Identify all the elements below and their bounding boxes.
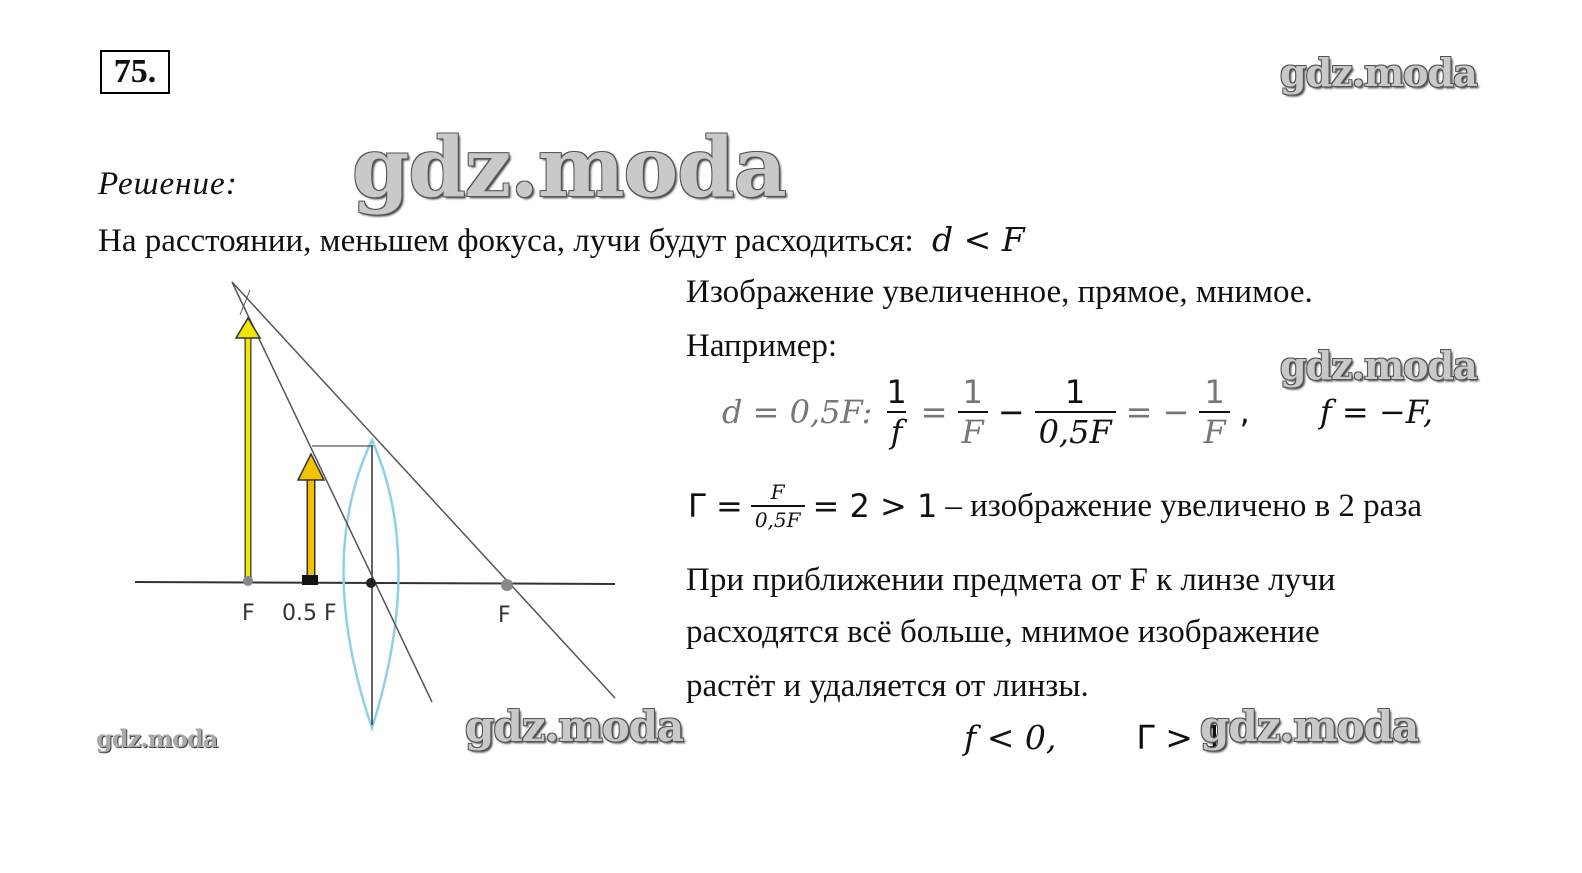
equals-minus-sign: = − [1125, 393, 1190, 431]
formula-lhs: d = 0,5F: [722, 393, 873, 431]
fraction-num: F [770, 480, 785, 504]
lens-diagram [120, 270, 630, 740]
task-number: 75. [100, 50, 170, 94]
ray [232, 282, 615, 698]
fraction [882, 373, 910, 451]
fraction-den: 0,5F [1035, 411, 1116, 448]
paragraph-line: При приближении предмета от F к линзе лучи [686, 562, 1336, 598]
fraction-den: 0,5F [751, 505, 805, 530]
focus-point-left [243, 576, 253, 586]
watermark-logo: gdz.moda [1280, 343, 1477, 388]
watermark-logo: gdz.moda [96, 724, 218, 753]
paragraph-line: расходятся всё больше, мнимое изображение [686, 614, 1320, 650]
fraction-den: f [887, 411, 907, 448]
watermark-logo: gdz.moda [352, 120, 786, 216]
gamma-text: – изображение увеличено в 2 раза [945, 487, 1423, 524]
comma: , [1239, 393, 1250, 431]
minus-sign: − [997, 393, 1025, 431]
result-line: Изображение увеличенное, прямое, мнимое. [686, 274, 1313, 310]
label-focus-right: F [498, 603, 511, 628]
intro-text: На расстоянии, меньшем фокуса, лучи будут расходиться: [98, 223, 914, 259]
fraction-num: 1 [886, 373, 907, 411]
lens-formula [722, 373, 1434, 451]
fraction-num: 1 [962, 373, 983, 411]
final-left: f < 0, [964, 718, 1057, 757]
gamma-rhs: = 2 > 1 [812, 487, 938, 525]
fraction-den: F [1199, 411, 1229, 448]
label-half-focus: 0.5 F [282, 601, 337, 626]
intro-line [98, 220, 1025, 260]
magnification-formula [688, 482, 1422, 530]
equals-sign: = [920, 393, 948, 431]
fraction-num: 1 [1204, 373, 1225, 411]
fraction [1199, 373, 1229, 451]
paragraph-line: растёт и удаляется от линзы. [686, 668, 1089, 704]
focus-point-right [501, 579, 513, 591]
fraction [751, 482, 805, 530]
watermark-logo: gdz.moda [1200, 702, 1419, 751]
object-base [302, 575, 318, 585]
example-label: Например: [686, 328, 838, 364]
solution-heading: Решение: [98, 166, 238, 202]
fraction-den: F [958, 411, 988, 448]
final-right: Γ > 1 [1136, 718, 1225, 757]
fraction-num: 1 [1064, 373, 1086, 411]
gamma-lhs: Γ = [688, 487, 743, 525]
image-arrow-head [236, 318, 260, 338]
watermark-logo: gdz.moda [465, 702, 684, 751]
ray [232, 282, 432, 702]
lens-center-point [366, 578, 376, 588]
intro-formula: d < F [931, 220, 1025, 259]
watermark-logo: gdz.moda [1280, 50, 1477, 95]
formula-result: f = −F, [1319, 393, 1434, 431]
final-conditions [964, 718, 1224, 757]
label-focus-left: F [242, 601, 255, 626]
fraction [1035, 373, 1116, 451]
fraction [958, 373, 988, 451]
